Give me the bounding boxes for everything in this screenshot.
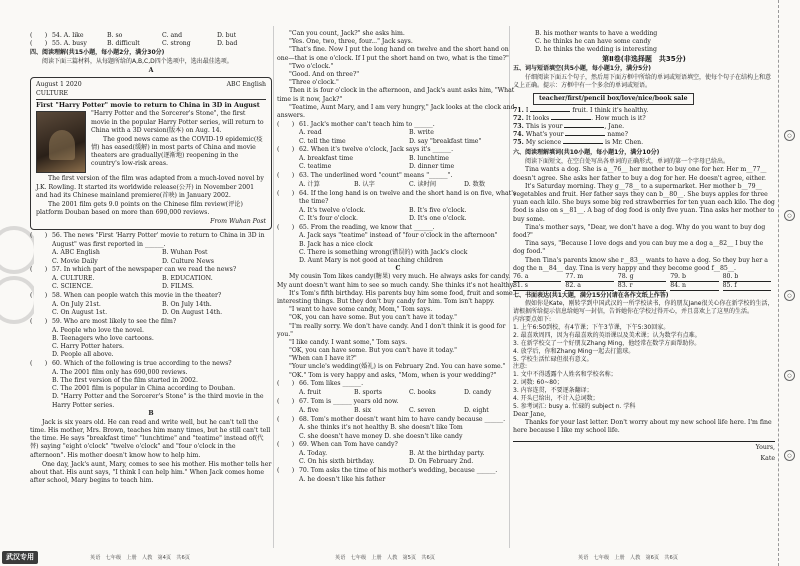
option: D. eight xyxy=(464,406,489,414)
options xyxy=(277,155,519,171)
question-stem: 61. Jack's mother can't teach him to ______. xyxy=(299,120,435,128)
passage-c-label: C xyxy=(395,265,401,273)
question-row xyxy=(30,40,272,48)
question-group-b xyxy=(277,121,519,266)
writing-instruction: 1. 上午6:50到校，有4节课；下午3节课，下午5:30回家。 xyxy=(513,323,670,331)
question-stem: 70. Tom asks the time of his mother's wedding, because ______. xyxy=(299,467,498,475)
option: A. CULTURE. xyxy=(52,275,95,283)
option: B. The first version of the film started in 2002. xyxy=(52,376,198,384)
question-group-a xyxy=(30,232,272,409)
option: C. Movie Daily xyxy=(52,257,98,265)
fill-row xyxy=(513,107,775,115)
answer-slot[interactable]: 77. m xyxy=(565,273,613,282)
footer-page-4: 英语 七年级 上册 人教 第4页 共6页 xyxy=(90,555,190,562)
answer-paren[interactable]: ( ) xyxy=(277,415,295,423)
options xyxy=(277,476,519,484)
news-body-4: The 2001 film gets 9.0 points on the Chinese film review(评论) platform Douban based on more than 690,000 reviews. xyxy=(36,200,243,217)
question-stem: 60. Which of the following is true according to the news? xyxy=(52,360,232,368)
writing-instruction: 1. 文中不得透露个人姓名和学校名称； xyxy=(513,371,617,379)
option: D. say "breakfast time" xyxy=(409,137,482,145)
paragraph: Then Tina's parents know she r__83__ wants to have a dog. So they buy her a dog the n__84__ day. Tina is very happy and they become good f__85__. xyxy=(513,256,768,272)
paragraph: "That's fine. Now I put the long hand on twelve and the short hand on one—that is one o'clock. If I put the short hand on two, what is the time?" xyxy=(277,46,509,62)
question-row xyxy=(277,398,519,406)
news-from: From Wuhan Post xyxy=(210,218,266,226)
binding-hole-mark: ○ xyxy=(784,450,795,461)
question-stem: 62. When it's twelve o'clock, Jack says it's ______. xyxy=(299,146,454,154)
section-6-instructions: 阅读下面短文，在空白处写出各单词的正确形式，单词的第一个字母已给出。 xyxy=(525,157,730,165)
option: B. his mother wants to have a wedding xyxy=(535,30,658,37)
paragraph: One day, Jack's aunt, Mary, comes to see his mother. His mother tells her about that. His aunt says, "I think I can help him." When Jack comes home after school, Mary begins to teach him. xyxy=(30,460,272,485)
column-3 xyxy=(513,30,775,463)
fill-in-questions xyxy=(513,107,775,148)
passage-c xyxy=(277,273,519,379)
answer-slot[interactable]: 76. a xyxy=(513,273,561,282)
fill-blank[interactable] xyxy=(563,143,603,144)
paragraph: "I'm really sorry. We don't have candy. And I don't think it is good for you." xyxy=(277,322,506,338)
news-headline: First "Harry Potter" movie to return to China in 3D in August xyxy=(36,100,260,109)
paragraph: "Two o'clock." xyxy=(289,62,334,70)
fill-text: My science xyxy=(525,139,564,147)
fill-blank[interactable] xyxy=(565,135,605,136)
paragraph: "Can you count, Jack?" she asks him. xyxy=(289,30,405,37)
question-row xyxy=(277,224,519,232)
fill-row xyxy=(513,139,775,147)
question-row xyxy=(277,467,519,475)
option: A. ABC English xyxy=(52,249,100,257)
option: A. she thinks it's not healthy B. she doesn't like Tom xyxy=(299,424,463,432)
option: B. difficult xyxy=(107,40,140,48)
section-5-instructions: 仔细阅读下面五个句子，然后用下面方框中所给的单词或短语填空，使每个句子在结构上和意义上正确。提示：方框中有一个多余的单词或短语。 xyxy=(513,73,772,89)
option: D. Culture News xyxy=(162,257,214,265)
option: D. On August 14th. xyxy=(162,309,223,317)
fill-text: , Jane. xyxy=(604,123,625,131)
paragraph: Then it is four o'clock in the afternoon, and Jack's aunt asks him, "What time is it now, Jack?" xyxy=(277,87,515,103)
option: B. Teenagers who love cartoons. xyxy=(52,334,154,342)
writing-instruction: 3. 在新学校交了一个好朋友Zhang Ming，他经常在数学方面帮助你。 xyxy=(513,339,701,347)
news-box xyxy=(30,77,272,230)
fill-text: name? xyxy=(605,131,628,139)
writing-line[interactable] xyxy=(513,435,775,442)
answer-slot[interactable]: 79. b xyxy=(670,273,718,282)
passage-b-label: B xyxy=(148,409,154,417)
question-row xyxy=(277,172,519,180)
options xyxy=(277,129,519,145)
watermark-stamp xyxy=(0,220,34,330)
fill-text: It looks xyxy=(525,114,552,122)
paragraph: "When can I have it?" xyxy=(289,355,357,363)
option: C. tell the time xyxy=(299,137,346,145)
options xyxy=(277,389,519,397)
option: D. It's one o'clock. xyxy=(409,214,467,222)
option: A. On July 21st. xyxy=(52,300,101,308)
writing-instruction: 3. 内容连贯，不要逐条翻译； xyxy=(513,387,593,395)
options xyxy=(30,249,272,265)
option: A. 计算 xyxy=(299,180,320,188)
binding-hole-mark: ○ xyxy=(784,210,795,221)
answer-paren[interactable]: ( ) xyxy=(277,380,295,388)
option: D. bad xyxy=(217,40,238,48)
option: B. Jack has a nice clock xyxy=(299,240,373,248)
question-stem: 63. The underlined word "count" means "______". xyxy=(299,172,453,180)
option: C. On August 1st. xyxy=(52,309,108,317)
section-4-instructions: 阅读下面三篇材料，从每题所给的A,B,C,D四个选项中，选出最佳选项。 xyxy=(42,58,233,66)
writing-instruction: 注意: xyxy=(513,363,528,371)
option: C. 读时间 xyxy=(409,180,437,188)
option: A. It's twelve o'clock. xyxy=(299,206,366,214)
answer-paren[interactable]: ( ) xyxy=(30,360,48,368)
fill-text: . How much is it? xyxy=(591,114,646,122)
paragraph: Jack is six years old. He can read and write well, but he can't tell the time. His mother, Mrs. Brown, teaches him many times, but he still can't tell the time. He says "breakfast time" "lunchtime" and "teatime" instead of(代替) saying "eight o'clock" "twelve o'clock" and "four o'clock in the afternoon". His mother doesn't know how to help him. xyxy=(30,418,271,459)
paragraph: "Three o'clock." xyxy=(289,79,339,87)
options xyxy=(30,301,272,317)
option: A. The 2001 film only has 690,000 reviews. xyxy=(52,368,188,376)
passage-a-label: A xyxy=(148,67,154,75)
option: A. Jack says "teatime" instead of "four o'clock in the afternoon" xyxy=(299,232,498,240)
fill-text: I xyxy=(525,106,531,114)
option: A. breakfast time xyxy=(299,155,354,163)
answer-paren[interactable]: ( ) xyxy=(277,172,295,180)
question-row xyxy=(30,266,272,274)
option: B. Wuhan Post xyxy=(162,249,208,257)
question-row xyxy=(30,360,272,368)
writing-instruction: 内容要点如下: xyxy=(513,315,552,323)
option: C. It's four o'clock. xyxy=(299,214,358,222)
option: D. but xyxy=(217,32,237,39)
option: D. dinner time xyxy=(409,163,455,171)
answer-paren[interactable]: ( ) xyxy=(30,266,48,274)
answer-paren[interactable]: ( ) xyxy=(277,146,295,154)
question-stem: 64. If the long hand is on twelve and the short hand is on five, what's the time? xyxy=(299,189,517,205)
footer-page-6: 英语 七年级 上册 人教 第6页 共6页 xyxy=(578,555,678,562)
writing-instruction: 5. 学校生活忙碌但很有意义。 xyxy=(513,355,593,363)
answer-slot[interactable]: 84. n xyxy=(670,282,718,291)
question-row xyxy=(30,318,272,326)
question-stem: 58. When can people watch this movie in the theater? xyxy=(52,292,222,300)
question-row xyxy=(30,232,272,248)
option: B. so xyxy=(107,32,123,39)
option: B. six xyxy=(354,406,372,414)
option: D. People all above. xyxy=(52,351,114,359)
news-source: ABC English xyxy=(226,81,266,89)
question-70-options xyxy=(513,30,775,55)
question-number: 72. xyxy=(513,114,526,122)
options xyxy=(277,424,519,440)
question-row xyxy=(277,380,519,388)
paragraph: "Teatime, Aunt Mary, and I am very hungry," Jack looks at the clock and answers. xyxy=(277,103,515,119)
option: A. fruit xyxy=(299,389,322,397)
answer-paren[interactable]: ( ) xyxy=(277,223,295,231)
options xyxy=(277,207,519,223)
letter-greeting: Dear Jane, xyxy=(513,410,547,418)
paragraph: It's Saturday morning. They g__78__ to a supermarket. Her mother b__79__ vegetables and fruit. Her father says they can b__80__. She buys apples for three yuan each kilo. She buys some big red strawberries for ten yuan each kilo. The dog food is also on s__81__. A bag of dog food is only five yuan. Tina asks her mother to buy some. xyxy=(513,182,775,223)
answer-lines xyxy=(513,273,775,291)
question-stem: 68. Tom's mother doesn't want him to have candy because ______. xyxy=(299,415,506,423)
option: C. teatime xyxy=(299,163,332,171)
question-row xyxy=(277,441,519,449)
question-row xyxy=(277,146,519,154)
fill-row xyxy=(513,123,775,131)
option: C. There is something wrong(错误的) with Jack's clock xyxy=(299,248,468,256)
question-row xyxy=(30,292,272,300)
question-number: 75. xyxy=(513,139,526,147)
question-number: 71. xyxy=(513,106,526,114)
fill-blank[interactable] xyxy=(564,127,604,128)
option: A. five xyxy=(299,406,319,414)
fill-text: What's your xyxy=(525,131,566,139)
letter-signature: Kate xyxy=(760,454,775,462)
question-stem: 69. When can Tom have candy? xyxy=(299,441,398,449)
options xyxy=(30,369,272,410)
answer-paren[interactable]: ( ) xyxy=(277,120,295,128)
paragraph: "Good. And on three?" xyxy=(289,70,360,78)
option: D. On February 2nd. xyxy=(409,458,474,466)
option: D. Aunt Mary is not good at teaching children xyxy=(299,257,443,264)
fill-text: fruit. I think it's healthy. xyxy=(570,106,649,114)
option: C. On his sixth birthday. xyxy=(299,458,375,466)
section-4-title: 四、阅读理解(共15小题，每小题2分，满分30分) xyxy=(30,49,165,57)
section-7-title: 七、书面表达(共1大题，满分15分)(请在各作文纸上作答) xyxy=(513,292,669,300)
news-body-2: The good news came as the COVID-19 epidemic(疫情) has eased(缓解) in most parts of China and movie theaters are gradually(逐渐地) reopening in the country's low-risk areas. xyxy=(91,135,263,168)
option: B. On July 14th. xyxy=(162,300,212,308)
option: B. EDUCATION. xyxy=(162,275,213,283)
question-stem: 57. In which part of the newspaper can we read the news? xyxy=(52,266,237,274)
question-number: 74. xyxy=(513,131,526,139)
binding-hole-mark: ○ xyxy=(784,290,795,301)
question-stem: 65. From the reading, we know that ______. xyxy=(299,223,435,231)
question-stem: 67. Tom is ______ years old now. xyxy=(299,397,399,405)
fill-text: is Mr. Chen. xyxy=(603,139,644,147)
answer-paren[interactable]: ( ) xyxy=(277,397,295,405)
section-5-title: 五、词与短语填空(共5小题，每小题1分，满分5分) xyxy=(513,64,652,72)
option: A. People who love the novel. xyxy=(52,326,144,334)
news-body-1: "Harry Potter and the Sorcerer's Stone", the first movie in the popular Harry Potter series, will return to China with a 3D version(版本) on Aug. 14. xyxy=(91,110,264,134)
paragraph: Tina wants a dog. She is a__76__ her mother to buy one for her. Her m__77__ doesn't agree. She asks her father to buy a dog for her. He doesn't agree, either. xyxy=(513,166,767,182)
answer-slot[interactable]: 81. s xyxy=(513,282,561,291)
region-badge: 武汉专用 xyxy=(2,551,38,564)
passage-tina xyxy=(513,166,775,272)
paragraph: "I like candy. I want some," Tom says. xyxy=(289,338,408,346)
letter-body: Thanks for your last letter. Don't worry about my new school life here. I'm fine here because I like my school life. xyxy=(513,419,772,435)
answer-paren[interactable]: ( ) xyxy=(30,40,48,48)
paragraph: "OK, you can have some. But you can't have it today." xyxy=(289,314,457,322)
answer-slot[interactable]: 83. r xyxy=(618,282,666,291)
movie-poster-image xyxy=(36,111,86,173)
answer-paren[interactable]: ( ) xyxy=(30,292,48,300)
question-stem: 56. The news "First 'Harry Potter' movie to return to China in 3D in August" was first reported in ______. xyxy=(52,232,265,248)
answer-paren[interactable]: ( ) xyxy=(277,467,295,475)
footer-page-5: 英语 七年级 上册 人教 第5页 共6页 xyxy=(335,555,435,562)
column-divider xyxy=(273,26,274,548)
option: D. 数数 xyxy=(464,180,486,188)
paragraph: Tina says, "Because I love dogs and you can buy me a dog a__82__ I buy the dog food." xyxy=(513,240,764,256)
option: C. he thinks he can have some candy xyxy=(535,38,651,46)
options xyxy=(30,275,272,291)
fill-blank[interactable] xyxy=(551,119,591,120)
fill-row xyxy=(513,115,775,123)
answer-slot[interactable]: 82. a xyxy=(565,282,613,291)
option: A. read xyxy=(299,129,322,137)
option: C. strong xyxy=(162,40,191,48)
option: C. Harry Potter haters. xyxy=(52,343,125,351)
question-row xyxy=(277,190,519,206)
answer-slot[interactable]: 78. g xyxy=(618,273,666,282)
part-2-title: 第Ⅱ卷(非选择题 共35分) xyxy=(602,54,686,63)
binding-hole-mark: ○ xyxy=(784,370,795,381)
news-body-3: The first version of the film was adapted from a much-loved novel by J.K. Rowling. It started its worldwide release(公开) in November 2001 and had its Chinese mainland premiere(首映) in January 2002. xyxy=(36,175,264,199)
passage-b xyxy=(30,419,272,486)
writing-instruction: 2. 最喜欢周四，因为有最喜欢的英语课以及美术课；认为数学有点难。 xyxy=(513,331,701,339)
option: B. At the birthday party. xyxy=(409,450,485,458)
paragraph: It's Tom's fifth birthday. His parents buy him some food, fruit and some interesting things. But they don't buy candy for him. Tom isn't happy. xyxy=(277,289,513,305)
option: D. candy xyxy=(464,389,492,397)
paragraph: "Your uncle's wedding(婚礼) is on February 2nd. You can have some." xyxy=(289,363,506,371)
option: B. write xyxy=(409,129,434,137)
option: B. 认字 xyxy=(354,180,375,188)
question-row xyxy=(30,32,272,40)
question-number: 73. xyxy=(513,123,526,131)
answer-paren[interactable]: ( ) xyxy=(30,317,48,325)
writing-instruction: 5. 参考词汇: busy a. 忙碌的 subject n. 学科 xyxy=(513,402,636,410)
writing-instruction: 4. 放学后，你和Zhang Ming一起去打篮球。 xyxy=(513,347,635,355)
answer-slot[interactable]: 85. f xyxy=(723,282,771,291)
option: C. books xyxy=(409,389,436,397)
question-row xyxy=(277,121,519,129)
fill-text: This is your xyxy=(525,123,565,131)
question-stem: 59. Who are most likely to see the film? xyxy=(52,317,177,325)
answer-slot[interactable]: 80. b xyxy=(723,273,771,282)
option: C. she doesn't have money D. she doesn't like candy xyxy=(299,432,463,440)
answer-paren[interactable]: ( ) xyxy=(277,189,295,197)
option: D. "Harry Potter and the Sorcerer's Stone" is the third movie in the Harry Potter series. xyxy=(52,393,264,409)
paragraph: "OK, you can have some. But you can't have it today." xyxy=(289,347,457,355)
option: 55. A. busy xyxy=(52,40,87,48)
word-box: teacher/first/pencil box/love/nice/book sale xyxy=(533,93,694,105)
column-2 xyxy=(277,30,519,484)
question-group-top xyxy=(30,32,272,48)
section-6-title: 六、阅读理解填词(共10小题，每小题1分，满分10分) xyxy=(513,148,660,156)
question-row xyxy=(277,416,519,424)
paragraph: "Yes. One, two, three, four..." Jack says. xyxy=(289,38,413,46)
options xyxy=(277,181,519,189)
fill-blank[interactable] xyxy=(530,111,570,112)
option: A. he doesn't like his father xyxy=(299,475,386,483)
option: D. FILMS. xyxy=(162,283,194,291)
column-1 xyxy=(30,32,272,486)
binding-hole-mark: ○ xyxy=(784,130,795,141)
paragraph: "I want to have some candy, Mom," Tom says. xyxy=(289,306,433,314)
question-stem: 66. Tom likes ______. xyxy=(299,380,364,388)
answer-paren[interactable]: ( ) xyxy=(30,32,48,39)
option: 54. A. like xyxy=(52,32,84,39)
paragraph: My cousin Tom likes candy(糖果) very much. He always asks for candy. My aunt doesn't want him to see so much candy. She thinks it's not healthy. xyxy=(277,273,515,289)
paragraph: "OK." Tom is very happy and asks, "Mom, when is your wedding?" xyxy=(289,371,497,379)
writing-instruction: 假如你是Kate，刚转学到中国武汉的一所学校读书，你的朋友Jane很关心你在新学校的生活，请根据所给提示信息给她写一封信，告诉她你在学校过得开心，并且喜欢上了这里的生活。 xyxy=(513,300,774,316)
writing-instruction: 4. 开头已给出，不计入总词数； xyxy=(513,395,599,403)
paragraph: Tina's mother says, "Dear, we don't have a dog. Why do you want to buy dog food?" xyxy=(513,223,766,239)
options xyxy=(277,407,519,415)
fill-row xyxy=(513,131,775,139)
option: C. seven xyxy=(409,406,436,414)
writing-instruction: 2. 词数: 60~80； xyxy=(513,379,563,387)
options xyxy=(277,232,519,265)
news-tag: CULTURE xyxy=(36,89,69,97)
option: A. Today. xyxy=(299,450,328,458)
option: D. he thinks the wedding is interesting xyxy=(535,46,657,54)
answer-paren[interactable]: ( ) xyxy=(277,441,295,449)
answer-paren[interactable]: ( ) xyxy=(30,232,48,240)
option: C. and xyxy=(162,32,183,39)
news-date: August 1 2020 xyxy=(36,81,82,89)
option: C. The 2001 film is popular in China according to Douban. xyxy=(52,385,236,393)
options xyxy=(30,327,272,360)
option: B. lunchtime xyxy=(409,155,449,163)
option: B. sports xyxy=(354,389,382,397)
option: C. SCIENCE. xyxy=(52,283,94,291)
options xyxy=(277,450,519,466)
letter-closing: Yours, xyxy=(755,444,775,452)
passage-b-continued xyxy=(277,30,519,120)
option: B. It's five o'clock. xyxy=(409,206,467,214)
binding-margin xyxy=(778,0,800,566)
writing-task xyxy=(513,300,775,411)
question-group-c xyxy=(277,380,519,484)
